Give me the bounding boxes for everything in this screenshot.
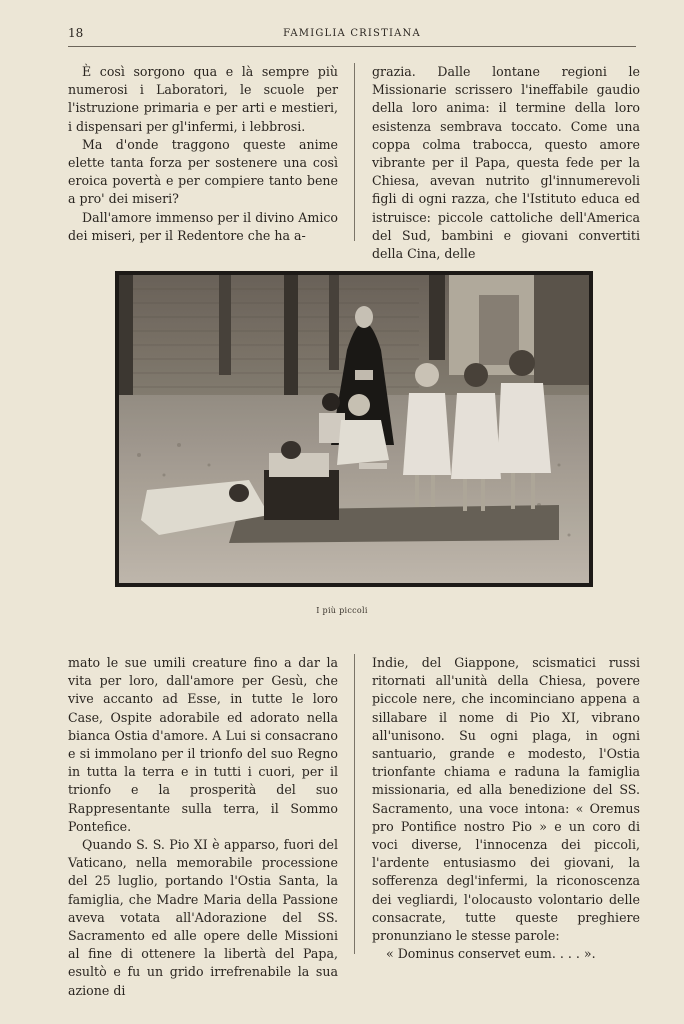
photograph (119, 275, 589, 583)
photo-caption: I più piccoli (316, 606, 368, 615)
column-rule (354, 63, 355, 241)
header-rule (68, 46, 636, 47)
running-title: FAMIGLIA CRISTIANA (283, 28, 421, 39)
column-rule (354, 654, 355, 954)
photo-frame (115, 271, 593, 587)
page-header (68, 24, 636, 44)
bottom-right-column (372, 654, 640, 963)
paragraph: Indie, del Giappone, scismatici russi ritornati all'unità della Chiesa, povere piccole nere, che incominciano appena a sillabare il nome di Pio XI, vibrano all'unisono. Su ogni plaga, in ogni santuario, grande e modesto, l'Ostia trionfante chiama e raduna la famiglia missionaria, ed alla benedizione del SS. Sacramento, una voce intona: « Oremus pro Pontifice nostro Pio » e un coro di voci diverse, l'innocenza dei piccoli, l'ardente entusiasmo dei giovani, la sofferenza degl'infermi, la riconoscenza dei vegliardi, l'olocausto volontario delle consacrate, tutte queste preghiere pronunziano le stesse parole: (372, 655, 640, 944)
bottom-left-column (68, 654, 338, 1000)
top-right-column (372, 63, 640, 263)
paragraph: Dall'amore immenso per il divino Amico dei miseri, per il Redentore che ha a- (68, 209, 338, 243)
paragraph: Quando S. S. Pio XI è apparso, fuori del Vaticano, nella memorabile processione del 25 luglio, portando l'Ostia Santa, la famiglia, che Madre Maria della Passione aveva votata all'Adorazione del SS. Sacramento ed alle opere delle Missioni al fine di ottenere la libertà del Papa, esultò e fu un grido irrefrenabile la sua azione di (68, 837, 338, 998)
top-left-column (68, 63, 338, 245)
paragraph: È così sorgono qua e là sempre più numerosi i Laboratori, le scuole per l'istruzione primaria e per arti e mestieri, i dispensari per gl'infermi, i lebbrosi. (68, 64, 338, 134)
paragraph: grazia. Dalle lontane regioni le Missionarie scrissero l'ineffabile gaudio della loro anima: il termine della loro esistenza sembrava toccato. Come una coppa colma trabocca, questo amore vibrante per il Papa, questa fede per la Chiesa, avevan nutrito gl'innumerevoli figli di ogni razza, che l'Istituto educa ed istruisce: piccole cattoliche dell'America del Sud, bambini e giovani convertiti della Cina, delle (372, 64, 640, 262)
paragraph: mato le sue umili creature fino a dar la vita per loro, dall'amore per Gesù, che vive accanto ad Esse, in tutte le loro Case, Ospite adorabile ed adorato nella bianca Ostia d'amore. A Lui si consacrano e si immolano per il trionfo del suo Regno in tutta la terra e in tutti i cuori, per il trionfo e la prosperità del suo Rappresentante sulla terra, il Sommo Pontefice. (68, 655, 338, 834)
paragraph: « Dominus conservet eum. . . . ». (386, 946, 596, 962)
page-number: 18 (68, 26, 84, 40)
paragraph: Ma d'onde traggono queste anime elette tanta forza per sostenere una così eroica povertà e per compiere tanto bene a pro' dei miseri? (68, 136, 338, 207)
